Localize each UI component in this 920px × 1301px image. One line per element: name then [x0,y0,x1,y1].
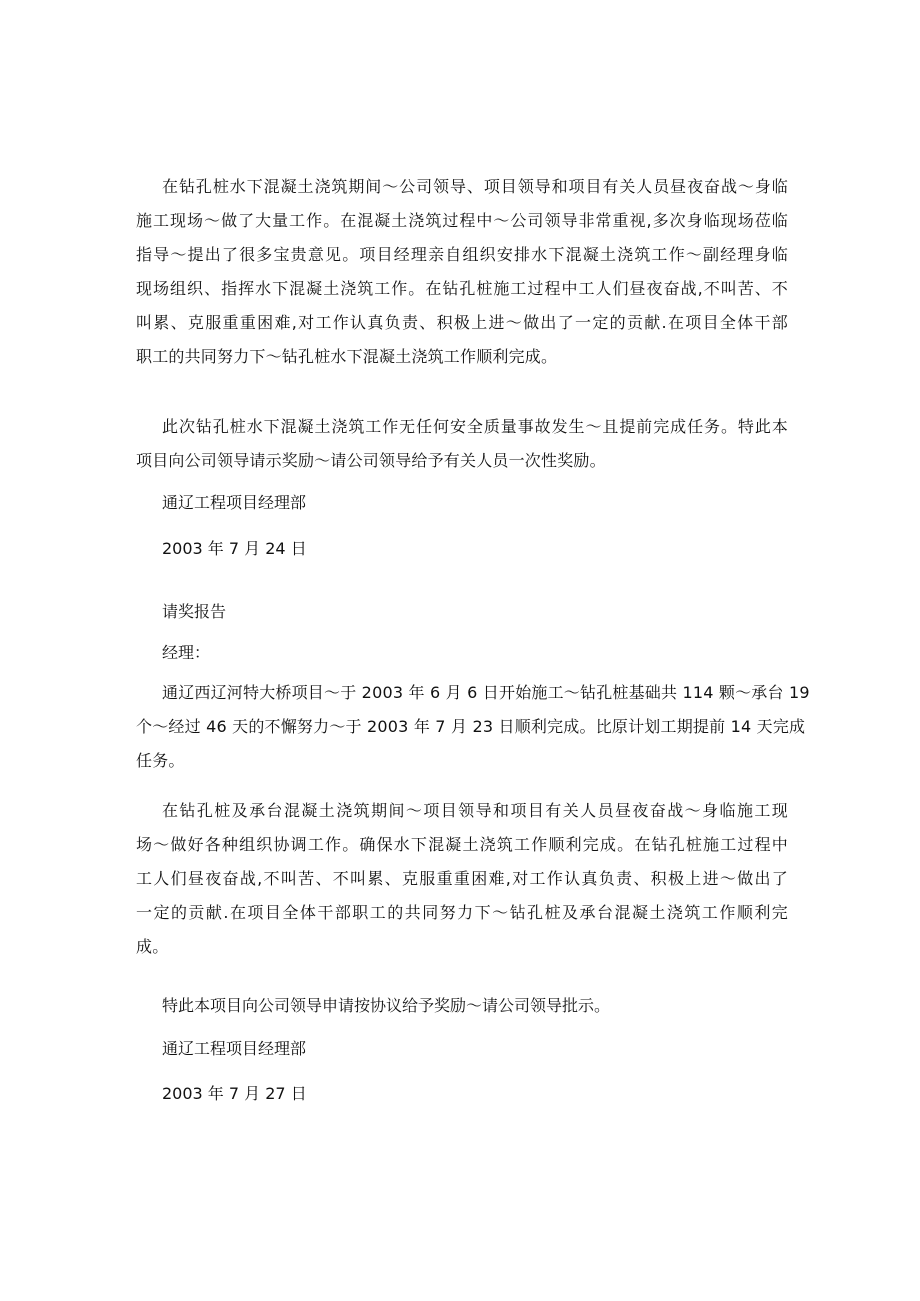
text-line: 任务。 [136,751,185,770]
report2-signature: 通辽工程项目经理部 [162,1039,307,1058]
report2-salutation: 经理： [162,643,211,662]
text-line: 现场组织、指挥水下混凝土浇筑工作。在钻孔桩施工过程中工人们昼夜奋战,不叫苦、不 [136,279,788,298]
text-line: 指导～提出了很多宝贵意见。项目经理亲自组织安排水下混凝土浇筑工作～副经理身临 [136,245,788,264]
text-line: 施工现场～做了大量工作。在混凝土浇筑过程中～公司领导非常重视,多次身临现场莅临 [136,211,788,230]
text-line: 场～做好各种组织协调工作。确保水下混凝土浇筑工作顺利完成。在钻孔桩施工过程中 [136,835,788,854]
report1-date: 2003 年 7 月 24 日 [162,539,307,558]
report1-paragraph-1 [136,170,788,374]
text-line: 一定的贡献.在项目全体干部职工的共同努力下～钻孔桩及承台混凝土浇筑工作顺利完 [136,903,788,922]
text-line: 在钻孔桩及承台混凝土浇筑期间～项目领导和项目有关人员昼夜奋战～身临施工现 [162,801,788,820]
report2-paragraph-3: 特此本项目向公司领导申请按协议给予奖励～请公司领导批示。 [162,996,611,1015]
text-line: 职工的共同努力下～钻孔桩水下混凝土浇筑工作顺利完成。 [136,347,558,366]
text-line: 工人们昼夜奋战,不叫苦、不叫累、克服重重困难,对工作认真负责、积极上进～做出了 [136,869,788,888]
text-line: 此次钻孔桩水下混凝土浇筑工作无任何安全质量事故发生～且提前完成任务。特此本 [162,417,788,436]
report2-paragraph-2 [136,794,788,964]
text-line: 通辽西辽河特大桥项目～于 2003 年 6 月 6 日开始施工～钻孔桩基础共 114 颗～承台 19 [162,683,810,702]
report2-title: 请奖报告 [162,602,227,621]
report1-signature: 通辽工程项目经理部 [162,493,307,512]
text-line: 个～经过 46 天的不懈努力～于 2003 年 7 月 23 日顺利完成。比原计划工期提前 14 天完成 [136,717,806,736]
text-line: 项目向公司领导请示奖励～请公司领导给予有关人员一次性奖励。 [136,451,606,470]
report2-paragraph-1 [136,676,810,778]
report2-date: 2003 年 7 月 27 日 [162,1084,307,1103]
text-line: 在钻孔桩水下混凝土浇筑期间～公司领导、项目领导和项目有关人员昼夜奋战～身临 [162,177,788,196]
text-line: 成。 [136,937,169,956]
text-line: 叫累、克服重重困难,对工作认真负责、积极上进～做出了一定的贡献.在项目全体干部 [136,313,788,332]
report1-paragraph-2 [136,410,788,478]
